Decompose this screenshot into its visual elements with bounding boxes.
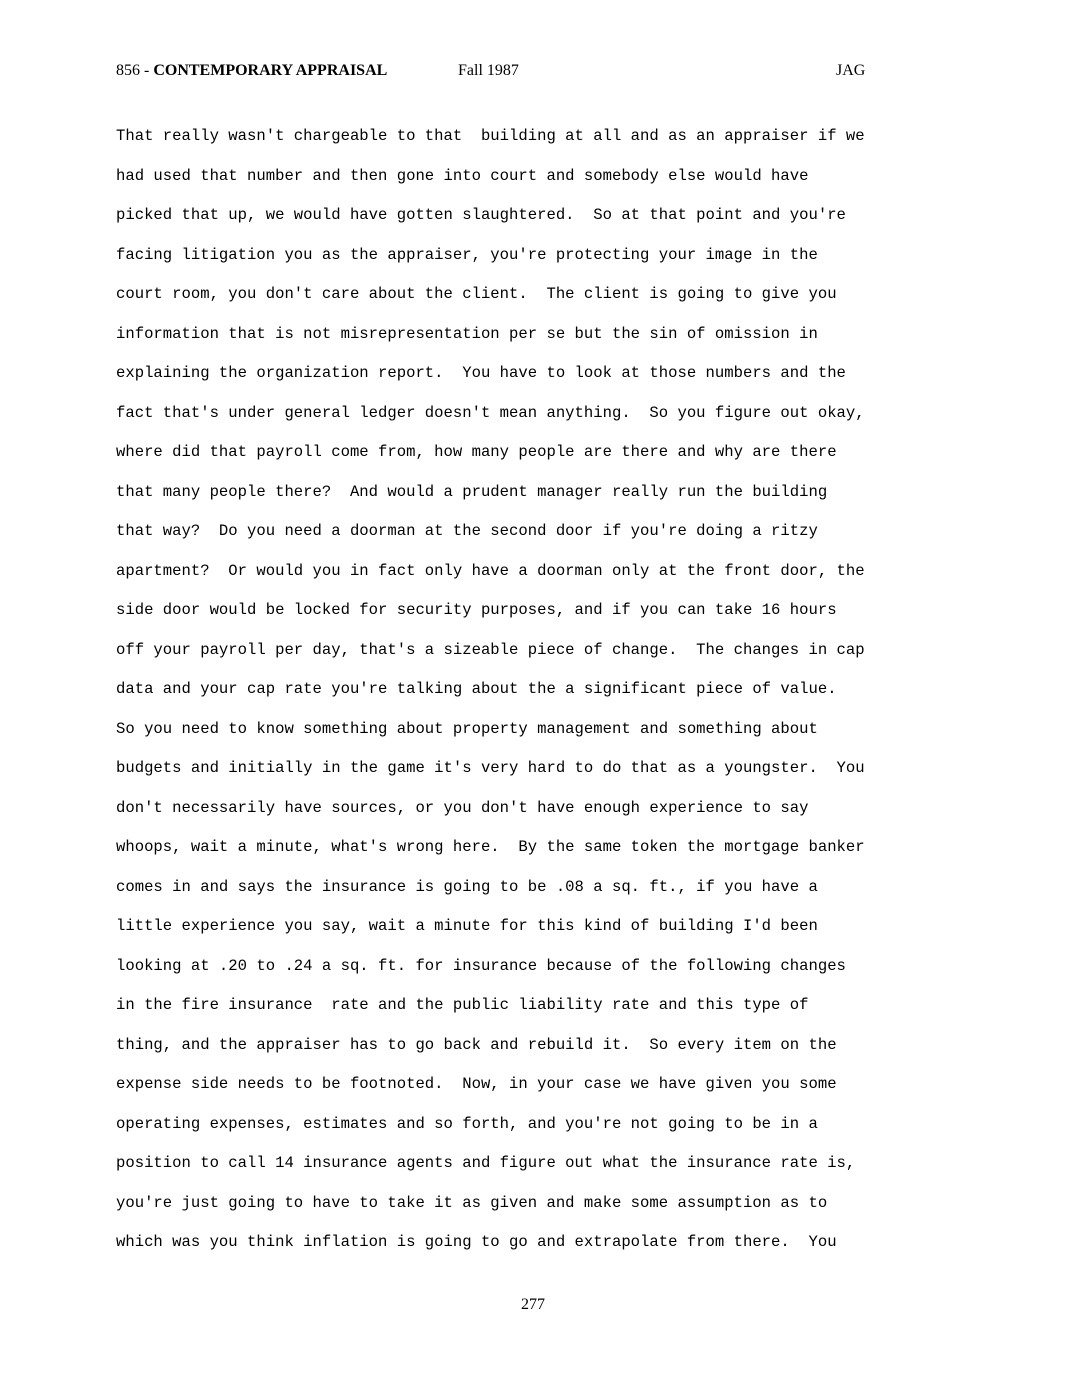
text-line: position to call 14 insurance agents and figure out what the insurance rate is, [116,1154,856,1172]
text-line: picked that up, we would have gotten slaughtered. So at that point and you're [116,206,846,224]
text-line: off your payroll per day, that's a sizeable piece of change. The changes in cap [116,640,865,659]
text-line: So you need to know something about property management and something about [116,719,818,738]
text-line: budgets and initially in the game it's very hard to do that as a youngster. You [116,759,865,777]
text-line: operating expenses, estimates and so forth, and you're not going to be in a [116,1114,818,1133]
text-line: court room, you don't care about the client. The client is going to give you [116,285,837,303]
text-line: fact that's under general ledger doesn't mean anything. So you figure out okay, [116,403,865,422]
course-name: CONTEMPORARY APPRAISAL [153,62,388,79]
text-line: information that is not misrepresentation per se but the sin of omission in [116,324,818,343]
text-line: that way? Do you need a doorman at the second door if you're doing a ritzy [116,522,818,540]
text-line: data and your cap rate you're talking about the a significant piece of value. [116,680,837,698]
page-header [116,62,956,84]
text-line: little experience you say, wait a minute for this kind of building I'd been [116,917,818,935]
transcript-body [116,122,966,1268]
text-line: you're just going to have to take it as given and make some assumption as to [116,1193,828,1212]
text-line: side door would be locked for security purposes, and if you can take 16 hours [116,601,837,619]
course-title [116,62,387,80]
text-line: facing litigation you as the appraiser, you're protecting your image in the [116,245,818,264]
text-line: in the fire insurance rate and the public liability rate and this type of [116,996,809,1014]
text-line: That really wasn't chargeable to that building at all and as an appraiser if we [116,127,865,145]
text-line: had used that number and then gone into court and somebody else would have [116,166,809,185]
term-label: Fall 1987 [458,62,519,79]
text-line: expense side needs to be footnoted. Now, in your case we have given you some [116,1075,837,1093]
text-line: thing, and the appraiser has to go back and rebuild it. So every item on the [116,1035,837,1054]
text-line: comes in and says the insurance is going to be .08 a sq. ft., if you have a [116,877,818,896]
text-line: looking at .20 to .24 a sq. ft. for insurance because of the following changes [116,956,846,975]
text-line: explaining the organization report. You have to look at those numbers and the [116,364,846,382]
text-line: which was you think inflation is going to go and extrapolate from there. You [116,1233,837,1251]
text-line: apartment? Or would you in fact only have a doorman only at the front door, the [116,561,865,580]
text-line: that many people there? And would a prudent manager really run the building [116,482,828,501]
text-line: whoops, wait a minute, what's wrong here. By the same token the mortgage banker [116,838,865,856]
author-initials: JAG [836,62,866,79]
text-line: where did that payroll come from, how many people are there and why are there [116,443,837,461]
text-line: don't necessarily have sources, or you don't have enough experience to say [116,798,809,817]
course-number: 856 - [116,62,154,79]
page-number: 277 [521,1296,545,1313]
